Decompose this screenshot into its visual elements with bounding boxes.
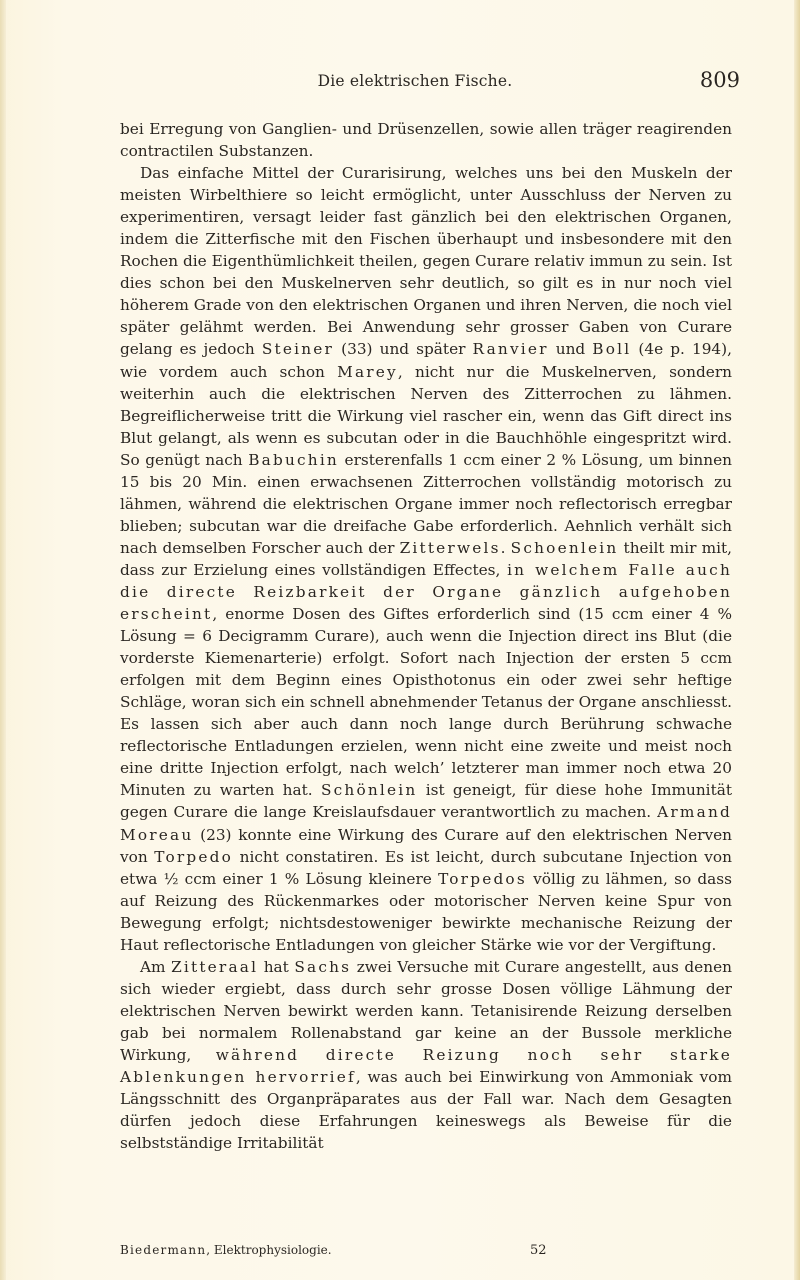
paragraph	[120, 162, 732, 956]
text-segment: .	[500, 538, 511, 557]
text-segment: , enorme Dosen des Giftes erforderlich sind (15 ccm einer 4 % Lösung = 6 Decigramm Curare), auch wenn die Injection direct ins Blut (die vorderste Kiemenarterie) erfolgt. Sofort nach Injection der ersten 5 ccm erfolgen mit dem Beginn eines Opisthotonus ein oder zwei sehr heftige Schläge, woran sich ein schnell abnehmender Tetanus der Organe anschliesst. Es lassen sich aber auch dann noch lange durch Berührung schwache reflectorische Entladungen erzielen, wenn nicht eine zweite und meist noch eine dritte Injection erfolgt, nach welch’ letzterer man immer noch etwa 20 Minuten zu warten hat.	[120, 605, 732, 800]
emphasized-text: Torpedo	[154, 847, 234, 866]
page-header	[90, 68, 740, 102]
page-edge-left	[0, 0, 6, 1280]
text-segment: und	[548, 340, 593, 359]
text-segment: , nicht nur die Muskelnerven, sondern weiterhin auch die elektrischen Nerven des Zitterrochen zu lähmen. Begreiflicherweise tritt die Wirkung viel rascher ein, wenn das Gift direct ins Blut gelangt, als wenn es subcutan oder in die Bauchhöhle eingespritzt wird. So genügt nach	[120, 362, 732, 469]
footer-title: , Elektrophysiologie.	[206, 1243, 332, 1257]
page-footer	[120, 1243, 732, 1263]
text-segment: völlig zu lähmen, so dass auf Reizung des Rückenmarkes oder motorischer Nerven keine Spur von Bewegung erfolgt; nichtsdestoweniger bewirkte mechanische Reizung der Haut reflectorische Entladungen von gleicher Stärke wie vor der Vergiftung.	[120, 869, 732, 954]
emphasized-text: Zitterwels	[399, 538, 501, 557]
text-segment: hat	[258, 957, 295, 976]
emphasized-text: Zitteraal	[171, 957, 259, 976]
emphasized-text: in welchem Falle auch die directe Reizbarkeit der Organe gänzlich aufgehoben erscheint	[120, 560, 732, 624]
text-segment: (4e p. 194), wie vordem auch schon	[120, 340, 732, 381]
text-segment: theilt mir mit, dass zur Erzielung eines vollständigen Effectes,	[120, 538, 732, 579]
page-edge-right	[794, 0, 800, 1280]
footer-source	[120, 1243, 332, 1257]
emphasized-text: Torpedos	[438, 869, 527, 888]
text-segment: , was auch bei Einwirkung von Ammoniak vom Längsschnitt des Organpräparates aus der Fall war. Nach dem Gesagten dürfen jedoch diese Erfahrungen keineswegs als Beweise für die selbstständige Irritabilität	[120, 1068, 732, 1153]
emphasized-text: Steiner	[261, 340, 335, 359]
emphasized-text: Schönlein	[320, 781, 418, 800]
emphasized-text: Armand Moreau	[120, 803, 732, 844]
paragraph	[120, 118, 732, 162]
text-segment: (33) und später	[334, 340, 473, 359]
text-segment: ersterenfalls 1 ccm einer 2 % Lösung, um binnen 15 bis 20 Min. einen erwachsenen Zitterrochen vollständig motorisch zu lähmen, während die elektrischen Organe immer noch reflectorisch erregbar blieben; subcutan war die dreifache Gabe erforderlich. Aehnlich verhält sich nach demselben Forscher auch der	[120, 450, 733, 557]
text-segment: ist geneigt, für diese hohe Immunität gegen Curare die lange Kreislaufsdauer verantwortlich zu machen.	[120, 781, 732, 822]
paragraph	[120, 956, 732, 1154]
text-segment: nicht constatiren. Es ist leicht, durch subcutane Injection von etwa ½ ccm einer 1 % Lösung kleinere	[120, 847, 732, 888]
footer-signature: 52	[530, 1243, 547, 1258]
emphasized-text: während directe Reizung noch sehr starke Ablenkungen hervorrief	[120, 1045, 732, 1087]
text-segment: Am	[140, 957, 172, 976]
emphasized-text: Schoenlein	[510, 538, 619, 557]
body-text	[120, 118, 732, 1154]
running-head: Die elektrischen Fische.	[317, 72, 513, 90]
text-segment: bei Erregung von Ganglien- und Drüsenzellen, sowie allen träger reagirenden contractilen Substanzen.	[120, 120, 732, 161]
page-number: 809	[699, 68, 740, 92]
emphasized-text: Marey	[337, 362, 398, 381]
emphasized-text: Boll	[592, 340, 632, 359]
emphasized-text: Babuchin	[248, 450, 339, 469]
text-segment: zwei Versuche mit Curare angestellt, aus denen sich wieder ergiebt, dass durch sehr grosse Dosen völlige Lähmung der elektrischen Nerven bewirkt werden kann. Tetanisirende Reizung derselben gab bei normalem Rollenabstand gar keine an der Bussole merkliche Wirkung,	[120, 957, 732, 1064]
text-segment: Das einfache Mittel der Curarisirung, welches uns bei den Muskeln der meisten Wirbelthiere so leicht ermöglicht, unter Ausschluss der Nerven zu experimentiren, versagt leider fast gänzlich bei den elektrischen Organen, indem die Zitterfische mit den Fischen überhaupt und insbesondere mit den Rochen die Eigenthümlichkeit theilen, gegen Curare relativ immun zu sein. Ist dies schon bei den Muskelnerven sehr deutlich, so gilt es in nur noch viel höherem Grade von den elektrischen Organen und ihren Nerven, die noch viel später gelähmt werden. Bei Anwendung sehr grosser Gaben von Curare gelang es jedoch	[120, 164, 732, 359]
emphasized-text: Sachs	[294, 957, 352, 976]
footer-author: Biedermann	[120, 1243, 207, 1257]
emphasized-text: Ranvier	[472, 340, 549, 359]
text-segment: (23) konnte eine Wirkung des Curare auf den elektrischen Nerven von	[120, 825, 732, 866]
